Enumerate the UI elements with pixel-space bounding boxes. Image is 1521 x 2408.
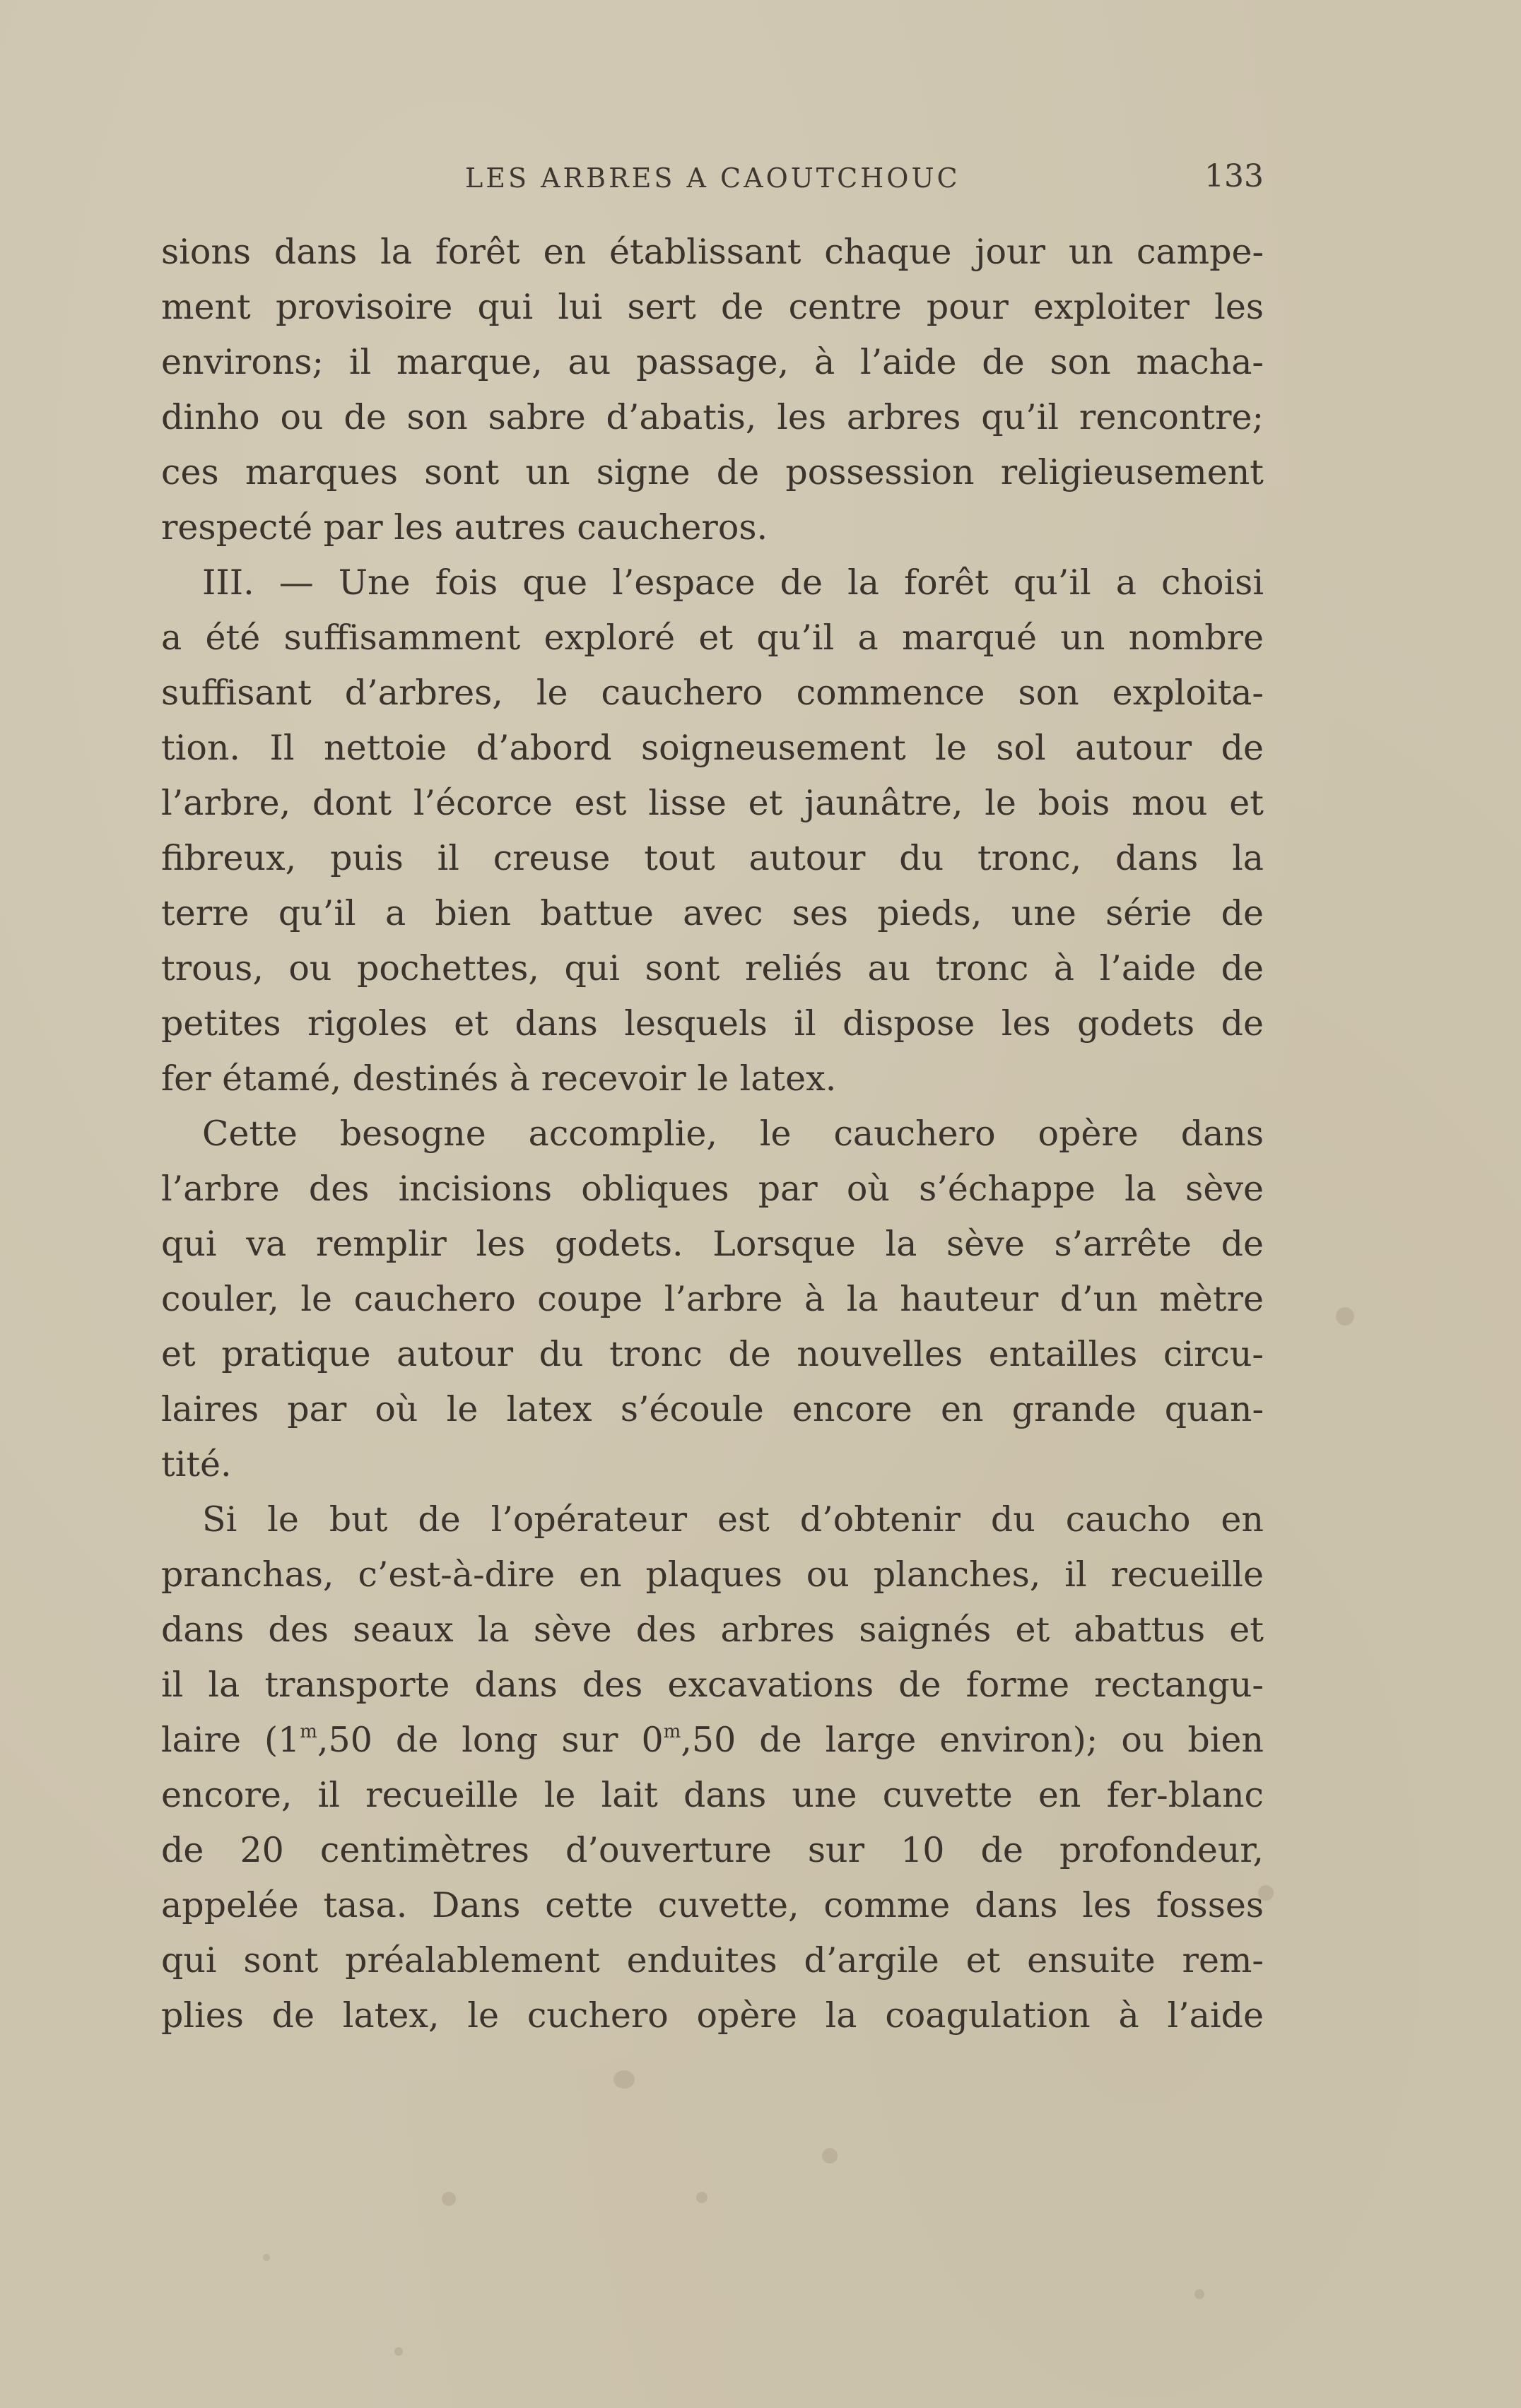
text-line: dinho ou de son sabre d’abatis, les arbres qu’il rencontre; <box>161 397 1264 437</box>
text-segment: laire (1 <box>161 1720 300 1760</box>
text-line: dans des seaux la sève des arbres saignés et abattus et <box>161 1610 1264 1650</box>
superscript-unit: m <box>663 1721 681 1742</box>
text-line: sions dans la forêt en établissant chaque jour un campe- <box>161 232 1264 272</box>
text-line: appelée tasa. Dans cette cuvette, comme dans les fosses <box>161 1885 1264 1925</box>
body-text <box>161 225 1264 2043</box>
text-line: fibreux, puis il creuse tout autour du tronc, dans la <box>161 838 1264 878</box>
text-line: fer étamé, destinés à recevoir le latex. <box>161 1058 837 1099</box>
paper-stain <box>613 2070 635 2089</box>
text-line: couler, le cauchero coupe l’arbre à la hauteur d’un mètre <box>161 1279 1264 1319</box>
text-line: encore, il recueille le lait dans une cuvette en fer-blanc <box>161 1775 1264 1815</box>
paper-stain <box>442 2192 456 2206</box>
paper-stain <box>696 2192 707 2203</box>
text-line: trous, ou pochettes, qui sont reliés au tronc à l’aide de <box>161 948 1264 988</box>
text-line: respecté par les autres caucheros. <box>161 507 768 548</box>
paragraph-start-line: III. — Une fois que l’espace de la forêt qu’il a choisi <box>202 562 1264 603</box>
text-line: l’arbre, dont l’écorce est lisse et jaunâtre, le bois mou et <box>161 783 1264 823</box>
text-line: qui va remplir les godets. Lorsque la sève s’arrête de <box>161 1224 1264 1264</box>
text-line: ces marques sont un signe de possession religieusement <box>161 452 1264 492</box>
text-segment: ,50 de large environ); ou bien <box>681 1720 1264 1760</box>
text-line: tité. <box>161 1444 232 1485</box>
paper-stain <box>1336 1307 1354 1326</box>
text-line-with-superscripts <box>161 1713 1264 1768</box>
superscript-unit: m <box>300 1721 317 1742</box>
page-number: 133 <box>1204 158 1264 194</box>
text-line: laires par où le latex s’écoule encore en grande quan- <box>161 1389 1264 1429</box>
text-line: tion. Il nettoie d’abord soigneusement le sol autour de <box>161 728 1264 768</box>
paper-stain <box>263 2254 270 2261</box>
text-line: de 20 centimètres d’ouverture sur 10 de profondeur, <box>161 1830 1264 1870</box>
paragraph-start-line: Si le but de l’opérateur est d’obtenir du caucho en <box>202 1499 1264 1540</box>
text-line: terre qu’il a bien battue avec ses pieds, une série de <box>161 893 1264 933</box>
text-line: petites rigoles et dans lesquels il dispose les godets de <box>161 1003 1264 1044</box>
text-line: il la transporte dans des excavations de forme rectangu- <box>161 1665 1264 1705</box>
text-line: qui sont préalablement enduites d’argile et ensuite rem- <box>161 1940 1264 1981</box>
text-segment: ,50 de long sur 0 <box>317 1720 664 1760</box>
text-line: suffisant d’arbres, le cauchero commence son exploita- <box>161 673 1264 713</box>
text-line: pranchas, c’est-à-dire en plaques ou planches, il recueille <box>161 1554 1264 1595</box>
running-title: LES ARBRES A CAOUTCHOUC <box>465 163 961 194</box>
text-line: a été suffisamment exploré et qu’il a marqué un nombre <box>161 618 1264 658</box>
text-line: et pratique autour du tronc de nouvelles entailles circu- <box>161 1334 1264 1374</box>
paper-stain <box>822 2148 838 2164</box>
paper-stain <box>1194 2289 1204 2299</box>
text-line: l’arbre des incisions obliques par où s’échappe la sève <box>161 1169 1264 1209</box>
text-line: ment provisoire qui lui sert de centre pour exploiter les <box>161 287 1264 327</box>
text-line: plies de latex, le cuchero opère la coagulation à l’aide <box>161 1995 1264 2036</box>
paragraph-start-line: Cette besogne accomplie, le cauchero opère dans <box>202 1114 1264 1154</box>
paper-stain <box>394 2347 403 2356</box>
page-header <box>161 158 1264 198</box>
text-line: environs; il marque, au passage, à l’aide de son macha- <box>161 342 1264 382</box>
